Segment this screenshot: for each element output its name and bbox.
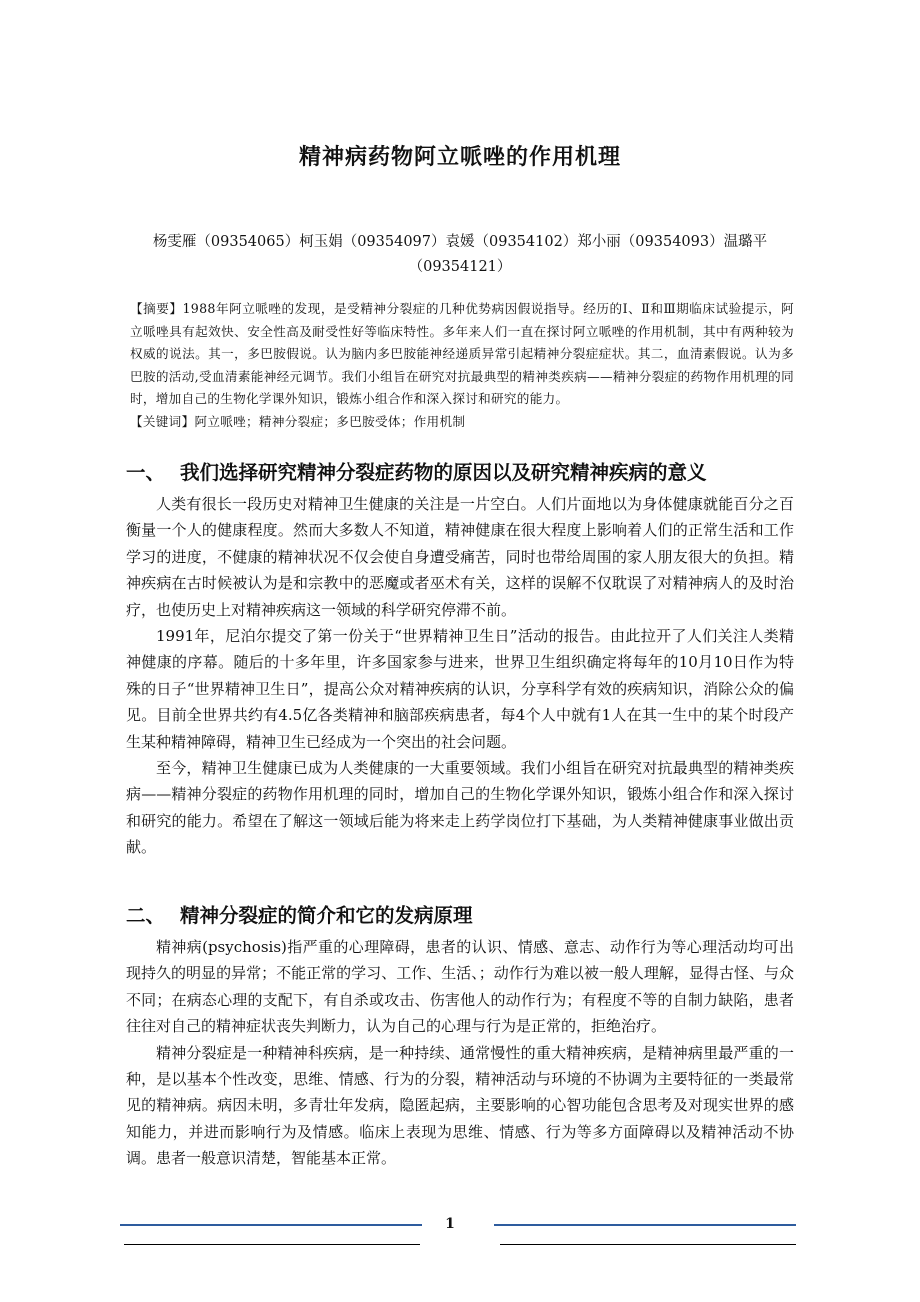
section-2-paragraph: 精神分裂症是一种精神科疾病，是一种持续、通常慢性的重大精神疾病，是精神病里最严重的一种，是以基本个性改变，思维、情感、行为的分裂，精神活动与环境的不协调为主要特征的一类最常见的精神病。病因未明，多青壮年发病，隐匿起病，主要影响的心智功能包含思考及对现实世界的感知能力，并进而影响行为及情感。临床上表现为思维、情感、行为等多方面障碍以及精神活动不协调。患者一般意识清楚，智能基本正常。 bbox=[126, 1043, 794, 1168]
section-2-number: 二、 bbox=[126, 904, 166, 927]
section-2-body bbox=[126, 934, 794, 1172]
authors-line-2: （09354121） bbox=[408, 259, 512, 275]
keywords-text: 【关键词】阿立哌唑；精神分裂症；多巴胺受体；作用机制 bbox=[130, 413, 466, 429]
footer-rule-left-top bbox=[120, 1224, 422, 1226]
section-1-paragraph: 至今，精神卫生健康已成为人类健康的一大重要领域。我们小组旨在研究对抗最典型的精神类疾病——精神分裂症的药物作用机理的同时，增加自己的生物化学课外知识，锻炼小组合作和深入探讨和研究的能力。希望在了解这一领域后能为将来走上药学岗位打下基础，为人类精神健康事业做出贡献。 bbox=[126, 759, 794, 857]
section-2-heading bbox=[126, 900, 806, 928]
footer-rule-left-bottom bbox=[124, 1244, 420, 1245]
section-1-paragraph: 人类有很长一段历史对精神卫生健康的关注是一片空白。人们片面地以为身体健康就能百分之百衡量一个人的健康程度。然而大多数人不知道，精神健康在很大程度上影响着人们的正常生活和工作学习的进度，不健康的精神状况不仅会使自身遭受痛苦，同时也带给周围的家人朋友很大的负担。精神疾病在古时候被认为是和宗教中的恶魔或者巫术有关，这样的误解不仅耽误了对精神病人的及时治疗，也使历史上对精神疾病这一领域的科学研究停滞不前。 bbox=[126, 495, 794, 619]
abstract-block bbox=[130, 298, 794, 433]
section-2-title: 精神分裂症的简介和它的发病原理 bbox=[180, 904, 473, 927]
footer-rule-right-top bbox=[494, 1224, 796, 1226]
section-1-title: 我们选择研究精神分裂症药物的原因以及研究精神疾病的意义 bbox=[180, 461, 707, 484]
section-2-paragraph: 精神病(psychosis)指严重的心理障碍，患者的认识、情感、意志、动作行为等心理活动均可出现持久的明显的异常；不能正常的学习、工作、生活、；动作行为难以被一般人理解，显得古怪、与众不同；在病态心理的支配下，有自杀或攻击、伤害他人的动作行为；有程度不等的自制力缺陷，患者往往对自己的精神症状丧失判断力，认为自己的心理与行为是正常的，拒绝治疗。 bbox=[126, 938, 794, 1036]
section-1-body bbox=[126, 491, 794, 861]
author-list bbox=[130, 230, 790, 280]
page-number: 1 bbox=[445, 1216, 455, 1232]
section-1-paragraph: 1991年，尼泊尔提交了第一份关于“世界精神卫生日”活动的报告。由此拉开了人们关注人类精神健康的序幕。随后的十多年里，许多国家参与进来，世界卫生组织确定将每年的10月10日作为特殊的日子“世界精神卫生日”，提高公众对精神疾病的认识，分享科学有效的疾病知识，消除公众的偏见。目前全世界共约有4.5亿各类精神和脑部疾病患者，每4个人中就有1人在其一生中的某个时段产生某种精神障碍，精神卫生已经成为一个突出的社会问题。 bbox=[126, 627, 794, 751]
section-1-heading bbox=[126, 457, 806, 485]
authors-line-1: 杨雯雁（09354065）柯玉娟（09354097）袁媛（09354102）郑小丽（09354093）温璐平 bbox=[152, 234, 768, 250]
abstract-text: 【摘要】1988年阿立哌唑的发现，是受精神分裂症的几种优势病因假说指导。经历的Ⅰ、Ⅱ和Ⅲ期临床试验提示，阿立哌唑具有起效快、安全性高及耐受性好等临床特性。多年来人们一直在探讨阿立哌唑的作用机制，其中有两种较为权威的说法。其一，多巴胺假说。认为脑内多巴胺能神经递质异常引起精神分裂症症状。其二，血清素假说。认为多巴胺的活动,受血清素能神经元调节。我们小组旨在研究对抗最典型的精神类疾病——精神分裂症的药物作用机理的同时，增加自己的生物化学课外知识，锻炼小组合作和深入探讨和研究的能力。 bbox=[130, 301, 794, 406]
footer-rule-right-bottom bbox=[500, 1244, 796, 1245]
section-1-number: 一、 bbox=[126, 461, 166, 484]
document-title: 精神病药物阿立哌唑的作用机理 bbox=[298, 145, 621, 170]
